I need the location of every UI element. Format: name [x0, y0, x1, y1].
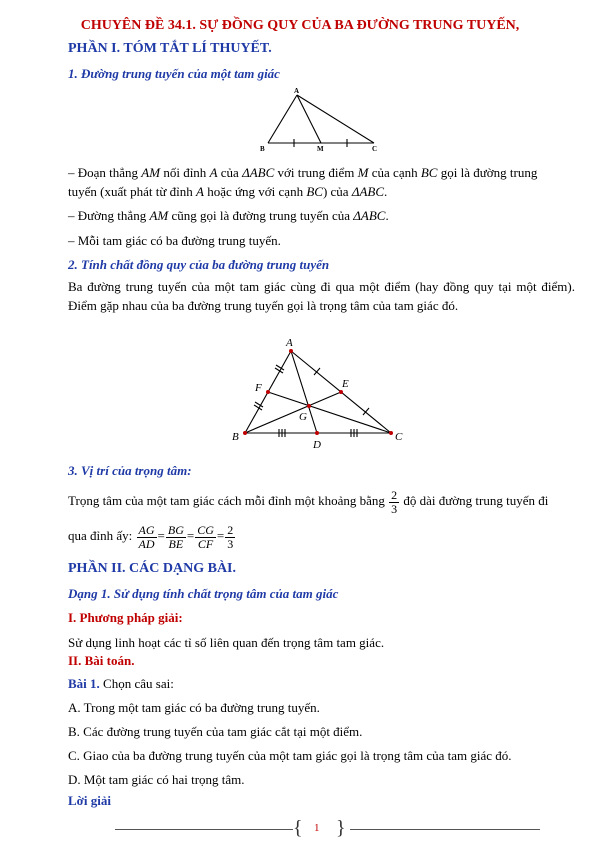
- ratio-bg-be: $\frac{BG}{BE}$: [167, 522, 184, 551]
- method-heading: I. Phương pháp giải:: [68, 610, 183, 625]
- fig1-label-c: C: [372, 145, 378, 153]
- sec1-paragraph2: – Đường thẳng AM cũng gọi là đường trung tuyến của ΔABC.: [68, 208, 389, 223]
- fig2-label-d: D: [313, 439, 321, 451]
- sec2-paragraph: Ba đường trung tuyến của một tam giác cùng đi qua một điểm (hay đồng quy tại một điểm). Điểm gặp nhau của ba đường trung tuyến gọi là trọng tâm của tam giác đó.: [68, 279, 575, 313]
- problem-heading: II. Bài toán.: [68, 653, 135, 668]
- sec3-line1: Trọng tâm của một tam giác cách mỗi đỉnh một khoảng bằng $\frac{2}{3}$ độ dài đường trung tuyến đi: [68, 487, 549, 516]
- bai1-line: Bài 1. Chọn câu sai:: [68, 676, 174, 691]
- fig1-label-m: M: [317, 145, 324, 153]
- document-title: CHUYÊN ĐỀ 34.1. SỰ ĐỒNG QUY CỦA BA ĐƯỜNG TRUNG TUYẾN,: [80, 18, 520, 33]
- option-c: C. Giao của ba đường trung tuyến của một tam giác gọi là trọng tâm của tam giác đó.: [68, 748, 512, 763]
- fig2-label-a: A: [286, 337, 293, 349]
- option-a: A. Trong một tam giác có ba đường trung tuyến.: [68, 700, 320, 715]
- ratio-two-thirds: $\frac{2}{3}$: [227, 522, 234, 551]
- section1-heading: 1. Đường trung tuyến của một tam giác: [68, 66, 280, 81]
- dang1-heading: Dạng 1. Sử dụng tính chất trọng tâm của tam giác: [68, 586, 339, 601]
- fig2-label-f: F: [255, 382, 262, 394]
- footer-rule-right: [350, 829, 540, 830]
- footer-brace-right: }: [336, 817, 346, 839]
- section2-heading: 2. Tính chất đồng quy của ba đường trung tuyến: [68, 257, 330, 272]
- option-b: B. Các đường trung tuyến của tam giác cắt tại một điểm.: [68, 724, 363, 739]
- sec3-ratio-line: qua đỉnh ấy: $\frac{AG}{AD}$ = $\frac{BG}{BE}$ = $\frac{CG}{CF}$ = $\frac{2}{3}$: [68, 522, 234, 551]
- part2-heading: PHẦN II. CÁC DẠNG BÀI.: [68, 561, 237, 576]
- fig2-label-e: E: [342, 378, 349, 390]
- median-triangle-figure: [255, 84, 385, 156]
- ratio-ag-ad: $\frac{AG}{AD}$: [138, 522, 155, 551]
- footer-brace-left: {: [293, 817, 303, 839]
- two-thirds-fraction: $\frac{2}{3}$: [391, 487, 398, 516]
- centroid-triangle-figure: [225, 333, 415, 455]
- sec1-paragraph3: – Mỗi tam giác có ba đường trung tuyến.: [68, 233, 281, 248]
- part1-heading: PHẦN I. TÓM TẮT LÍ THUYẾT.: [68, 41, 272, 56]
- fig2-label-b: B: [232, 431, 239, 443]
- option-d: D. Một tam giác có hai trọng tâm.: [68, 772, 245, 787]
- fig2-label-g: G: [299, 411, 307, 423]
- method-text: Sử dụng linh hoạt các tỉ số liên quan đến trọng tâm tam giác.: [68, 635, 385, 650]
- fig1-label-b: B: [260, 145, 265, 153]
- sec1-paragraph1-line2: tuyến (xuất phát từ đỉnh A hoặc ứng với cạnh BC) của ΔABC.: [68, 184, 388, 199]
- solution-heading: Lời giải: [68, 793, 111, 808]
- sec1-paragraph1-line1: – Đoạn thẳng AM nối đỉnh A của ΔABC với trung điểm M của cạnh BC gọi là đường trung: [68, 165, 538, 180]
- page-number: 1: [314, 822, 320, 834]
- footer-rule-left: [115, 829, 293, 830]
- fig2-label-c: C: [395, 431, 403, 443]
- section3-heading: 3. Vị trí của trọng tâm:: [68, 463, 192, 478]
- ratio-cg-cf: $\frac{CG}{CF}$: [197, 522, 214, 551]
- fig1-label-a: A: [294, 87, 300, 95]
